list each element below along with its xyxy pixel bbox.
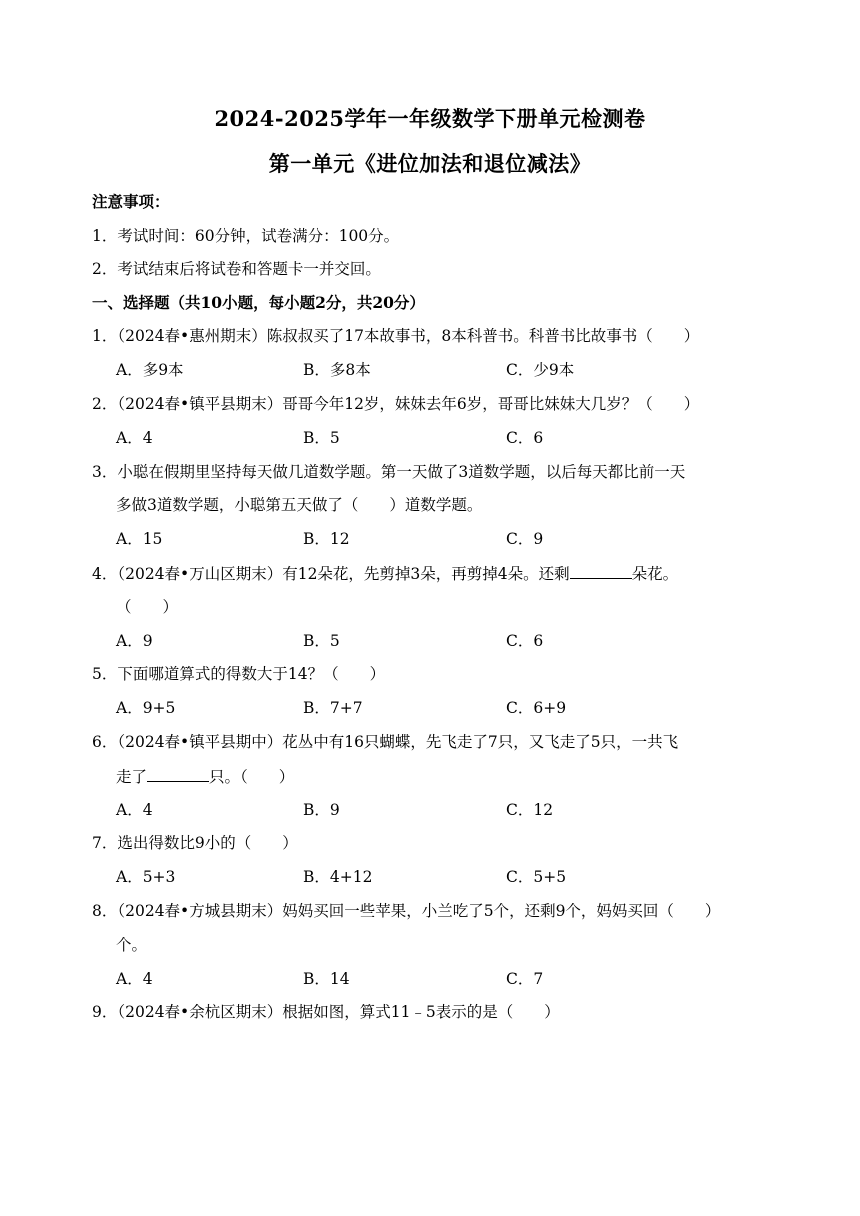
question-4-text-after: 朵花。 [631, 565, 679, 583]
q8-option-c[interactable]: C．7 [506, 970, 544, 988]
q1-option-b[interactable]: B．多8本 [303, 361, 371, 379]
notice-heading: 注意事项： [92, 192, 170, 211]
q3-option-b[interactable]: B．12 [303, 530, 350, 548]
answer-blank[interactable] [570, 563, 632, 579]
notice-item-1: 1．考试时间：60分钟，试卷满分：100分。 [92, 227, 400, 245]
q3-option-a[interactable]: A．15 [116, 530, 163, 548]
q8-option-a[interactable]: A．4 [116, 970, 153, 988]
section-heading: 一、选择题（共10小题，每小题2分，共20分） [92, 293, 425, 312]
question-7: 7．选出得数比9小的（ ） [92, 834, 298, 852]
q2-option-c[interactable]: C．6 [506, 429, 544, 447]
question-4 [92, 563, 678, 584]
question-8: 8．（2024春•方城县期末）妈妈买回一些苹果，小兰吃了5个，还剩9个，妈妈买回（ ） [92, 902, 721, 920]
q7-option-a[interactable]: A．5+3 [116, 868, 176, 886]
question-6: 6．（2024春•镇平县期中）花丛中有16只蝴蝶，先飞走了7只，又飞走了5只，一共飞 [92, 733, 679, 751]
q6-option-a[interactable]: A．4 [116, 801, 153, 819]
question-4-text: 4．（2024春•万山区期末）有12朵花，先剪掉3朵，再剪掉4朵。还剩 [92, 565, 570, 583]
question-9: 9．（2024春•余杭区期末）根据如图，算式11﹣5表示的是（ ） [92, 1003, 560, 1021]
q2-option-b[interactable]: B．5 [303, 429, 340, 447]
q4-option-c[interactable]: C．6 [506, 632, 544, 650]
q4-option-a[interactable]: A．9 [116, 632, 153, 650]
q6-option-b[interactable]: B．9 [303, 801, 340, 819]
question-1: 1．（2024春•惠州期末）陈叔叔买了17本故事书，8本科普书。科普书比故事书（ ） [92, 327, 700, 345]
page-title: 2024-2025学年一年级数学下册单元检测卷 [214, 106, 646, 131]
q2-option-a[interactable]: A．4 [116, 429, 153, 447]
q3-option-c[interactable]: C．9 [506, 530, 544, 548]
q1-option-c[interactable]: C．少9本 [506, 361, 575, 379]
question-2: 2．（2024春•镇平县期末）哥哥今年12岁，妹妹去年6岁，哥哥比妹妹大几岁？（ ） [92, 395, 700, 413]
q1-option-a[interactable]: A．多9本 [116, 361, 184, 379]
question-6-text-after: 只。（ ） [209, 768, 295, 786]
page-subtitle: 第一单元《进位加法和退位减法》 [268, 151, 592, 176]
q5-option-b[interactable]: B．7+7 [303, 699, 363, 717]
question-6-continued [116, 766, 294, 787]
q7-option-c[interactable]: C．5+5 [506, 868, 567, 886]
q8-option-b[interactable]: B．14 [303, 970, 350, 988]
question-3: 3．小聪在假期里坚持每天做几道数学题。第一天做了3道数学题，以后每天都比前一天 [92, 463, 686, 481]
q5-option-c[interactable]: C．6+9 [506, 699, 567, 717]
question-6-text-before: 走了 [116, 768, 148, 786]
q7-option-b[interactable]: B．4+12 [303, 868, 373, 886]
q4-option-b[interactable]: B．5 [303, 632, 340, 650]
question-8-continued: 个。 [116, 936, 148, 954]
question-5: 5．下面哪道算式的得数大于14？（ ） [92, 665, 386, 683]
question-4-continued: （ ） [116, 598, 179, 616]
question-3-continued: 多做3道数学题，小聪第五天做了（ ）道数学题。 [116, 496, 483, 514]
q6-option-c[interactable]: C．12 [506, 801, 554, 819]
q5-option-a[interactable]: A．9+5 [116, 699, 176, 717]
notice-item-2: 2．考试结束后将试卷和答题卡一并交回。 [92, 260, 381, 278]
answer-blank[interactable] [147, 766, 209, 782]
